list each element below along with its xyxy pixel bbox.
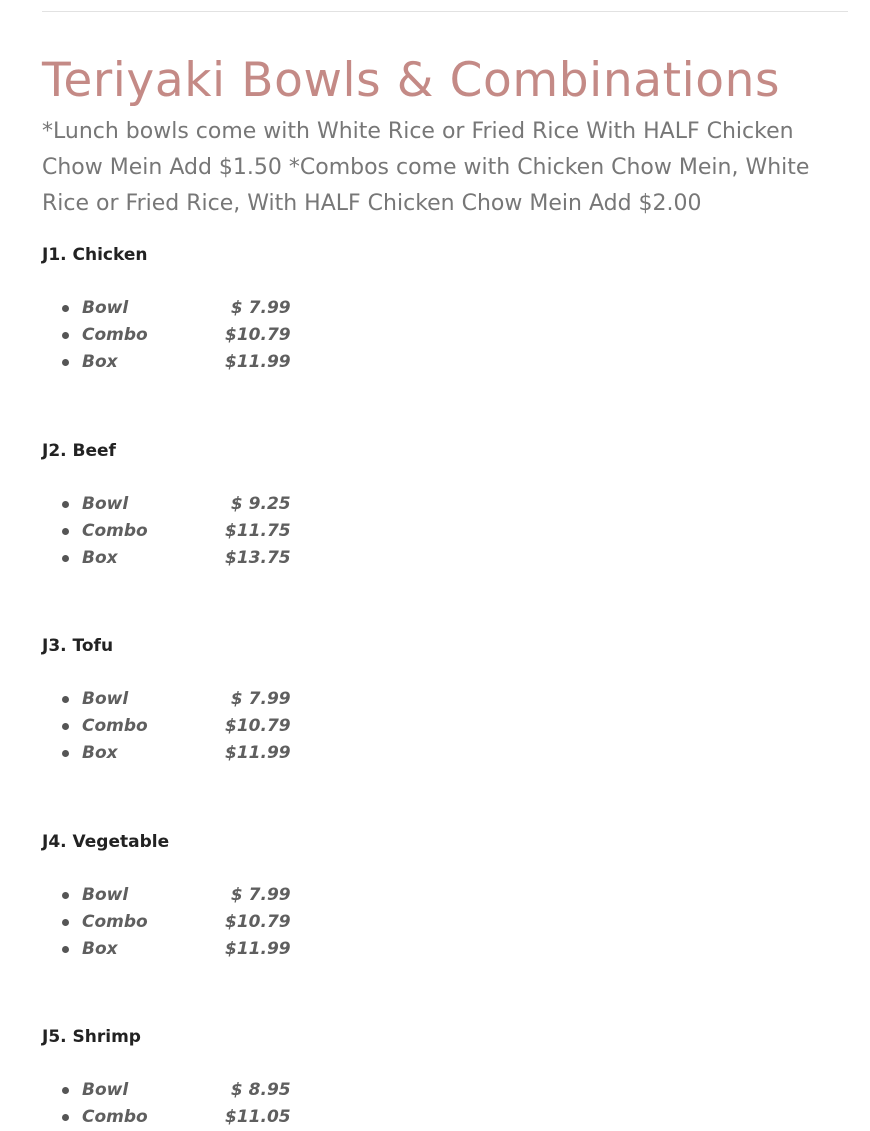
menu-description: *Lunch bowls come with White Rice or Fried Rice With HALF Chicken Chow Mein Add $1.50 *Combos come with Chicken Chow Mein, White Rice or Fried Rice, With HALF Chicken Chow Mein Add $2.00 xyxy=(42,119,810,216)
price-row-box xyxy=(42,349,642,376)
bullet-icon xyxy=(62,750,69,757)
bullet-icon xyxy=(62,359,69,366)
item-name: J2. Beef xyxy=(42,441,116,461)
price-row-combo xyxy=(42,518,642,545)
menu-item-beef xyxy=(42,440,642,572)
price-row-bowl xyxy=(42,686,642,713)
size-label: Box xyxy=(82,939,118,959)
bullet-icon xyxy=(62,1087,69,1094)
size-label: Combo xyxy=(82,521,148,541)
price-value: $10.79 xyxy=(225,912,291,932)
price-value: $11.99 xyxy=(225,939,291,959)
size-label: Box xyxy=(82,743,118,763)
price-list xyxy=(42,295,642,376)
menu-item-tofu xyxy=(42,635,642,767)
bullet-icon xyxy=(62,528,69,535)
price-value: $11.05 xyxy=(225,1107,291,1127)
menu-item-chicken xyxy=(42,244,642,376)
item-name: J3. Tofu xyxy=(42,636,114,656)
price-row-box xyxy=(42,545,642,572)
bullet-icon xyxy=(62,919,69,926)
size-label: Bowl xyxy=(82,1080,129,1100)
size-label: Bowl xyxy=(82,689,129,709)
price-row-bowl xyxy=(42,491,642,518)
item-name: J5. Shrimp xyxy=(42,1027,141,1047)
size-label: Combo xyxy=(82,716,148,736)
price-row-bowl xyxy=(42,1077,642,1104)
price-row-combo xyxy=(42,1104,642,1131)
size-label: Box xyxy=(82,548,118,568)
price-value: $10.79 xyxy=(225,716,291,736)
item-name: J1. Chicken xyxy=(42,245,148,265)
bullet-icon xyxy=(62,892,69,899)
bullet-icon xyxy=(62,305,69,312)
price-value: $ 7.99 xyxy=(225,689,291,709)
size-label: Combo xyxy=(82,912,148,932)
menu-item-shrimp xyxy=(42,1026,642,1131)
bullet-icon xyxy=(62,501,69,508)
price-row-combo xyxy=(42,713,642,740)
price-row-box xyxy=(42,936,642,963)
item-name: J4. Vegetable xyxy=(42,832,170,852)
price-list xyxy=(42,1077,642,1131)
price-list xyxy=(42,491,642,572)
price-value: $11.75 xyxy=(225,521,291,541)
price-value: $ 7.99 xyxy=(225,298,291,318)
bullet-icon xyxy=(62,332,69,339)
price-value: $11.99 xyxy=(225,352,291,372)
bullet-icon xyxy=(62,696,69,703)
bullet-icon xyxy=(62,946,69,953)
price-list xyxy=(42,882,642,963)
menu-item-vegetable xyxy=(42,831,642,963)
size-label: Bowl xyxy=(82,298,129,318)
price-row-bowl xyxy=(42,882,642,909)
size-label: Box xyxy=(82,352,118,372)
page-title: Teriyaki Bowls & Combinations xyxy=(42,53,781,108)
bullet-icon xyxy=(62,723,69,730)
price-value: $11.99 xyxy=(225,743,291,763)
top-divider xyxy=(42,11,848,12)
price-list xyxy=(42,686,642,767)
price-value: $ 7.99 xyxy=(225,885,291,905)
price-row-combo xyxy=(42,322,642,349)
size-label: Bowl xyxy=(82,885,129,905)
price-value: $ 9.25 xyxy=(225,494,291,514)
size-label: Bowl xyxy=(82,494,129,514)
price-row-combo xyxy=(42,909,642,936)
size-label: Combo xyxy=(82,325,148,345)
price-row-box xyxy=(42,740,642,767)
size-label: Combo xyxy=(82,1107,148,1127)
price-row-bowl xyxy=(42,295,642,322)
price-value: $13.75 xyxy=(225,548,291,568)
price-value: $ 8.95 xyxy=(225,1080,291,1100)
price-value: $10.79 xyxy=(225,325,291,345)
bullet-icon xyxy=(62,1114,69,1121)
bullet-icon xyxy=(62,555,69,562)
